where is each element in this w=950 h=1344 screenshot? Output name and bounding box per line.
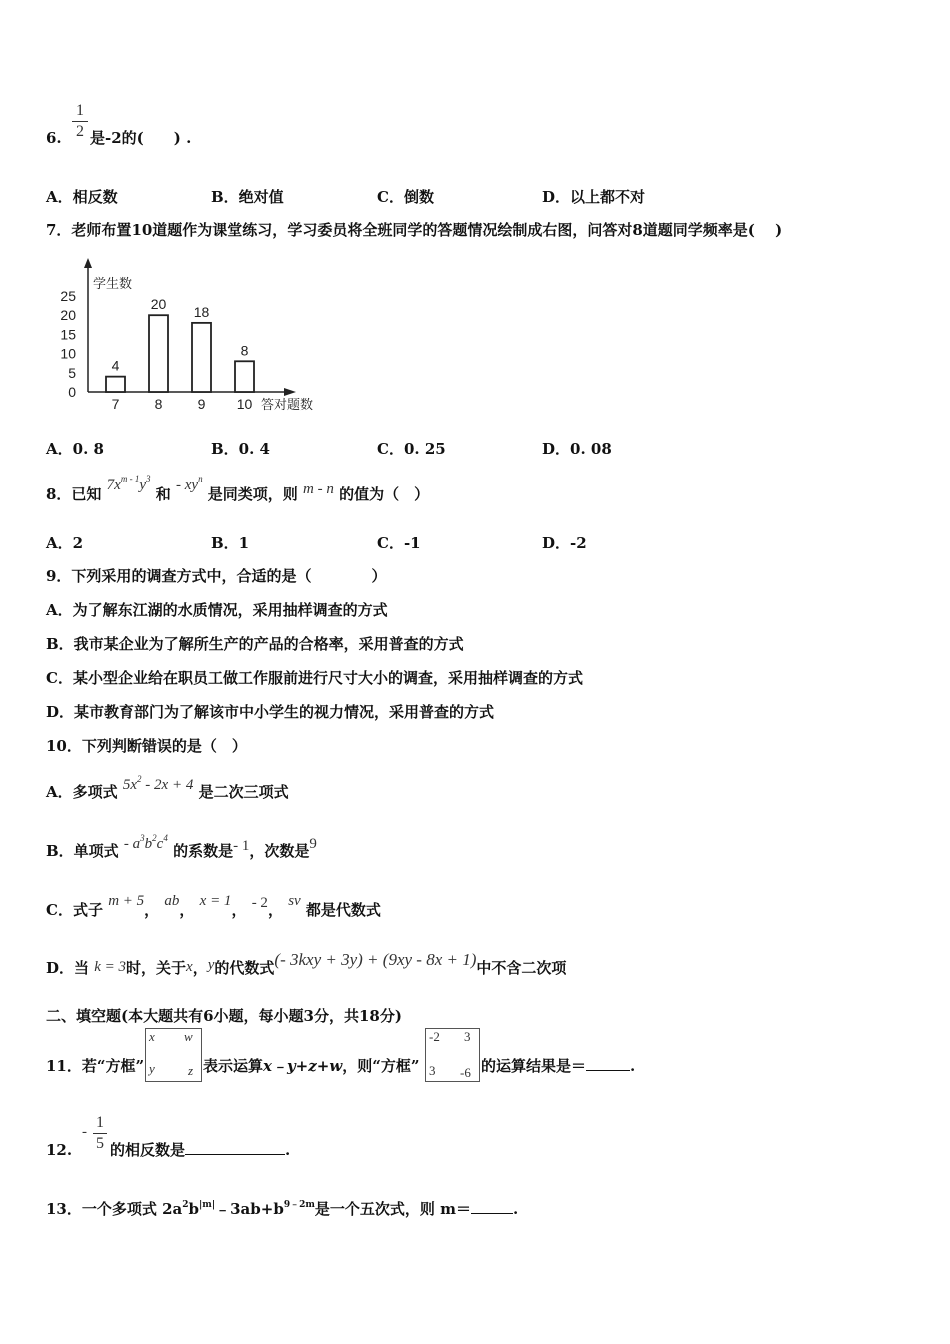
- chart-bar-8: [149, 315, 168, 392]
- q8-option-c: C．-1: [377, 534, 421, 552]
- q8-and: 和: [155, 485, 171, 503]
- q6-fraction: [72, 102, 88, 141]
- q10-b-expr: - $a^3b^2c^4$: [123, 833, 168, 852]
- chart-y-tick-label: 10: [60, 345, 76, 362]
- q7-option-a: A．0. 8: [46, 440, 104, 458]
- q10-option-b: B．单项式 - $a^3b^2c^4$ 的系数是- 1，次数是9: [46, 833, 317, 860]
- q6-frac-num: 1: [76, 102, 84, 119]
- chart-x-tick-label: 7: [111, 396, 120, 412]
- chart-y-tick-label: 15: [60, 326, 76, 343]
- q10-b-degree: 9: [309, 836, 317, 852]
- q8-option-d: D．-2: [542, 534, 587, 552]
- section2-heading: 二、填空题(本大题共有6小题，每小题3分，共18分): [46, 1007, 402, 1025]
- q12-text: 的相反数是 .: [110, 1141, 291, 1159]
- chart-x-label: 答对题数: [261, 397, 314, 412]
- q6-frac-den: 2: [76, 123, 84, 140]
- chart-bar-value-label: 18: [193, 303, 210, 320]
- q7-bar-chart: [58, 254, 338, 416]
- q8-suffix: 的值为（ ）: [339, 485, 430, 503]
- q11-prefix: 11．若“方框”: [46, 1057, 145, 1075]
- q7-option-b: B．0. 4: [211, 440, 270, 458]
- q10-text: 10．下列判断错误的是（ ）: [46, 737, 247, 755]
- chart-axes: [60, 258, 313, 412]
- q6-option-a: A．相反数: [46, 188, 118, 206]
- q7-text: 7．老师布置10道题作为课堂练习，学习委员将全班同学的答题情况绘制成右图，问答对8道题同学频率是( ): [46, 221, 783, 239]
- chart-bar-10: [235, 361, 254, 392]
- chart-x-tick-label: 10: [236, 396, 253, 412]
- q7-option-c: C．0. 25: [377, 440, 446, 458]
- q10-d-expr: (- 3kxy + 3y) + (9xy - 8x + 1): [274, 950, 477, 969]
- q12-sign: -: [82, 1124, 87, 1140]
- q6-option-d: D．以上都不对: [542, 188, 646, 206]
- q10-option-c: C．式子 m + 5， ab， x = 1， - 2， sv 都是代数式: [46, 893, 381, 919]
- chart-bar-7: [106, 377, 125, 392]
- q6-number: 6.: [46, 129, 62, 147]
- q8-expr1: $7x^{m - 1}y^3$: [106, 474, 151, 493]
- chart-bar-value-label: 8: [240, 342, 249, 359]
- q7-option-d: D．0. 08: [542, 440, 612, 458]
- q12-fraction: 1 5: [93, 1114, 107, 1153]
- q10-a-expr: $5x^2 - 2x + 4$: [122, 774, 194, 793]
- q9-text: 9．下列采用的调查方式中，合适的是（ ）: [46, 567, 387, 585]
- q9-option-d: D．某市教育部门为了解该市中小学生的视力情况，采用普查的方式: [46, 703, 495, 721]
- q8-mid: 是同类项，则: [207, 485, 298, 503]
- chart-y-tick-label: 25: [60, 288, 76, 304]
- q9-option-b: B．我市某企业为了解所生产的产品的合格率，采用普查的方式: [46, 635, 464, 653]
- q13-line: 13．一个多项式 $2a^2b^{|m|}﹣3ab+b^{9﹣2m}$是一个五次式，则 m＝ .: [46, 1200, 519, 1218]
- q8-option-a: A．2: [46, 534, 84, 552]
- q9-option-c: C．某小型企业给在职员工做工作服前进行尺寸大小的调查，采用抽样调查的方式: [46, 669, 583, 687]
- q8-expr2: - $xy^n$: [176, 474, 203, 493]
- chart-y-tick-label: 5: [68, 364, 76, 381]
- q12-number: 12.: [46, 1141, 73, 1159]
- q6-option-c: C．倒数: [377, 188, 434, 206]
- chart-bar-value-label: 4: [111, 357, 120, 374]
- q8-expr3: m - n: [303, 481, 334, 497]
- chart-x-tick-label: 8: [154, 396, 163, 412]
- q6-text: 是-2的( ) .: [90, 129, 192, 147]
- chart-bar-value-label: 20: [150, 296, 167, 313]
- chart-y-tick-label: 20: [60, 307, 76, 324]
- q11-grid-xwyz: x w y z: [145, 1028, 202, 1082]
- q8-prefix: 8．已知: [46, 485, 102, 503]
- q10-option-a: A．多项式 $5x^2 - 2x + 4$ 是二次三项式: [46, 774, 289, 801]
- chart-bars: [106, 296, 254, 412]
- q8-line: [46, 474, 430, 506]
- q10-option-d: D．当 k = 3时，关于x，y的代数式(- 3kxy + 3y) + (9xy - 8x + 1)中不含二次项: [46, 950, 567, 977]
- q10-b-coef: - 1: [233, 838, 250, 854]
- q9-option-a: A．为了解东江湖的水质情况，采用抽样调查的方式: [46, 601, 388, 619]
- chart-x-tick-label: 9: [197, 396, 206, 412]
- q11-suffix: 的运算结果是＝ .: [481, 1057, 636, 1075]
- q11-grid-numbers: -2 3 3 -6: [425, 1028, 480, 1082]
- q11-mid: 表示运算x﹣y+z+w，则“方框”: [203, 1057, 420, 1075]
- chart-y-tick-label: 0: [68, 384, 76, 400]
- chart-bar-9: [192, 323, 211, 392]
- chart-y-label: 学生数: [93, 276, 133, 291]
- q8-option-b: B．1: [211, 534, 250, 552]
- chart-x-arrow: [284, 388, 296, 396]
- chart-y-arrow: [84, 258, 92, 268]
- q6-option-b: B．绝对值: [211, 188, 284, 206]
